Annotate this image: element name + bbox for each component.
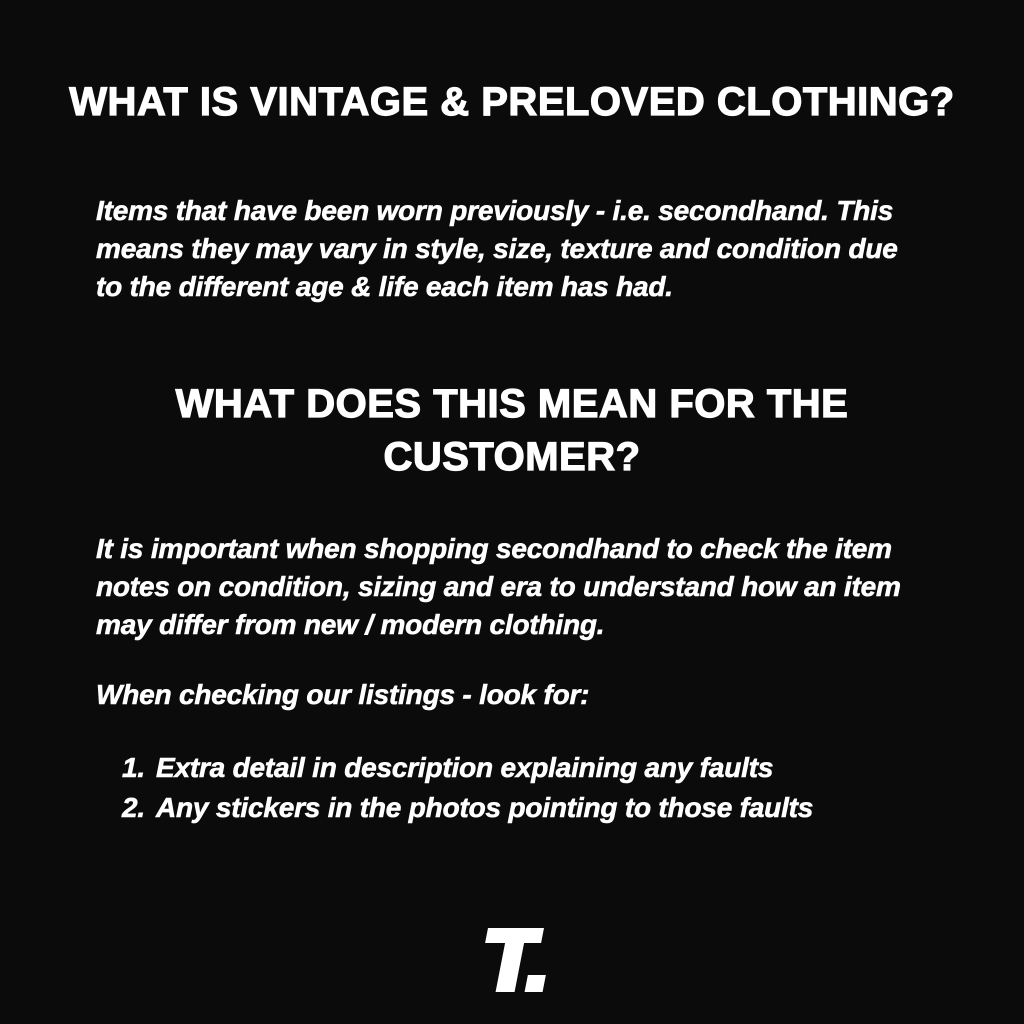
customer-paragraph [96, 530, 936, 644]
checklist-item-1-number: 1. [122, 752, 145, 783]
page-title: WHAT IS VINTAGE & PRELOVED CLOTHING? [69, 80, 955, 124]
section-title-line-2: CUSTOMER? [383, 435, 641, 479]
customer-line-2: notes on condition, sizing and era to understand how an item [96, 571, 901, 602]
customer-line-1: It is important when shopping secondhand to check the item [96, 533, 892, 564]
checklist [122, 748, 942, 828]
checklist-item-2-number: 2. [122, 792, 145, 823]
checklist-item-1-text: Extra detail in description explaining any faults [156, 752, 774, 783]
section-title-customer [0, 378, 1024, 484]
checklist-item-2-text: Any stickers in the photos pointing to those faults [156, 792, 814, 823]
brand-logo [0, 928, 1024, 996]
checklist-item-1 [122, 748, 942, 788]
customer-line-3: may differ from new / modern clothing. [96, 609, 605, 640]
intro-paragraph [96, 192, 936, 306]
t-dot-logo-icon [470, 928, 554, 996]
intro-line-3: to the different age & life each item has had. [96, 271, 673, 302]
checklist-item-2 [122, 788, 942, 828]
listings-intro: When checking our listings - look for: [96, 679, 590, 710]
intro-line-1: Items that have been worn previously - i.e. secondhand. This [96, 195, 894, 226]
intro-line-2: means they may vary in style, size, texture and condition due [96, 233, 898, 264]
section-title-line-1: WHAT DOES THIS MEAN FOR THE [175, 382, 849, 426]
